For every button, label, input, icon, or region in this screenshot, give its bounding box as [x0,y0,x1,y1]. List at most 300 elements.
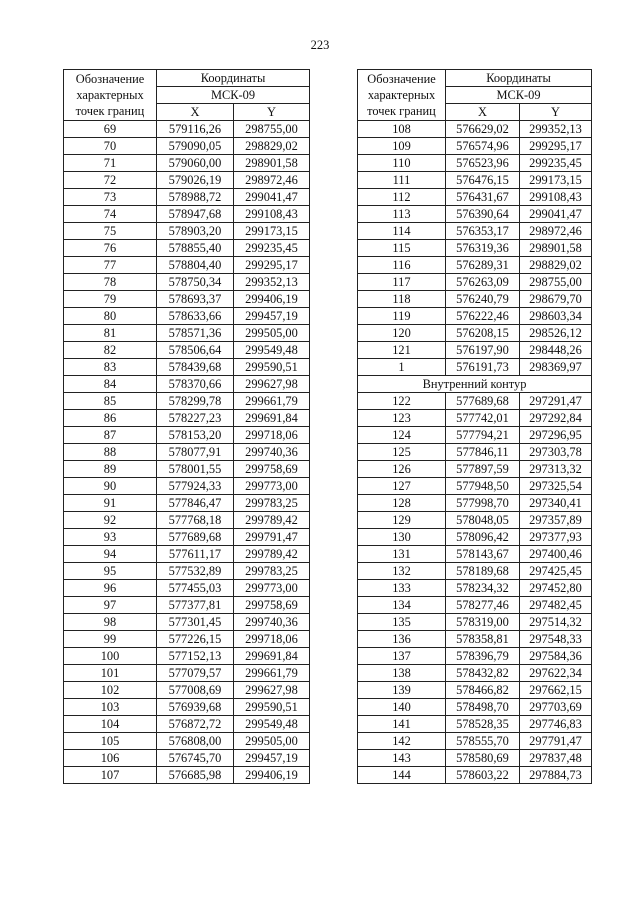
section-row [358,376,592,393]
x-coordinate-cell: 579090,05 [157,138,234,155]
point-id-cell: 103 [64,699,157,716]
point-id-cell: 136 [358,631,446,648]
table-row [358,767,592,784]
x-coordinate-cell: 578855,40 [157,240,234,257]
table-row [64,716,310,733]
y-coordinate-cell: 299789,42 [234,546,310,563]
y-coordinate-cell: 297514,32 [520,614,592,631]
table-row [358,410,592,427]
table-row [358,750,592,767]
y-coordinate-cell: 298526,12 [520,325,592,342]
table-row [358,138,592,155]
x-coordinate-cell: 576319,36 [446,240,520,257]
x-coordinate-cell: 578804,40 [157,257,234,274]
table-row [358,699,592,716]
point-id-cell: 125 [358,444,446,461]
x-coordinate-cell: 576222,46 [446,308,520,325]
x-coordinate-cell: 576390,64 [446,206,520,223]
y-coordinate-cell: 297703,69 [520,699,592,716]
point-id-cell: 119 [358,308,446,325]
table-row [64,631,310,648]
table-row [64,240,310,257]
y-coordinate-cell: 299691,84 [234,410,310,427]
x-coordinate-cell: 576808,00 [157,733,234,750]
table-row [64,512,310,529]
table-row [64,291,310,308]
point-id-cell: 104 [64,716,157,733]
point-id-cell: 85 [64,393,157,410]
y-coordinate-cell: 299590,51 [234,359,310,376]
page-number: 223 [310,38,330,52]
table-row [358,529,592,546]
table-row [358,614,592,631]
point-id-cell: 110 [358,155,446,172]
col-y-header: Y [520,104,592,121]
table-row [358,512,592,529]
x-coordinate-cell: 576939,68 [157,699,234,716]
x-coordinate-cell: 578750,34 [157,274,234,291]
table-row [64,172,310,189]
point-label-line: Обозначение [367,72,436,86]
y-coordinate-cell: 299773,00 [234,478,310,495]
point-id-cell: 129 [358,512,446,529]
point-id-cell: 117 [358,274,446,291]
y-coordinate-cell: 298755,00 [234,121,310,138]
point-id-cell: 106 [64,750,157,767]
x-coordinate-cell: 578466,82 [446,682,520,699]
point-id-cell: 141 [358,716,446,733]
y-coordinate-cell: 299718,06 [234,427,310,444]
point-id-cell: 105 [64,733,157,750]
point-id-cell: 111 [358,172,446,189]
point-id-cell: 70 [64,138,157,155]
x-coordinate-cell: 577846,11 [446,444,520,461]
y-coordinate-cell: 299758,69 [234,597,310,614]
x-coordinate-cell: 577846,47 [157,495,234,512]
point-label-header [358,70,446,121]
point-id-cell: 118 [358,291,446,308]
table-row [358,342,592,359]
table-row [358,223,592,240]
table-row [64,614,310,631]
table-row [64,750,310,767]
coords-title-header: Координаты [446,70,592,87]
x-coordinate-cell: 578498,70 [446,699,520,716]
x-coordinate-cell: 576745,70 [157,750,234,767]
point-id-cell: 79 [64,291,157,308]
y-coordinate-cell: 299406,19 [234,767,310,784]
x-coordinate-cell: 576263,09 [446,274,520,291]
x-coordinate-cell: 578234,32 [446,580,520,597]
table-row [358,682,592,699]
y-coordinate-cell: 298603,34 [520,308,592,325]
table-row [358,240,592,257]
x-coordinate-cell: 576191,73 [446,359,520,376]
point-id-cell: 94 [64,546,157,563]
point-id-cell: 91 [64,495,157,512]
y-coordinate-cell: 299173,15 [234,223,310,240]
y-coordinate-cell: 297340,41 [520,495,592,512]
point-id-cell: 74 [64,206,157,223]
y-coordinate-cell: 299549,48 [234,716,310,733]
table-row [64,733,310,750]
table-row [358,274,592,291]
table-row [64,410,310,427]
table-row [358,325,592,342]
x-coordinate-cell: 577455,03 [157,580,234,597]
point-id-cell: 133 [358,580,446,597]
point-id-cell: 123 [358,410,446,427]
table-row [358,291,592,308]
x-coordinate-cell: 578571,36 [157,325,234,342]
y-coordinate-cell: 297425,45 [520,563,592,580]
point-id-cell: 76 [64,240,157,257]
y-coordinate-cell: 299295,17 [234,257,310,274]
y-coordinate-cell: 298448,26 [520,342,592,359]
x-coordinate-cell: 578947,68 [157,206,234,223]
x-coordinate-cell: 578903,20 [157,223,234,240]
x-coordinate-cell: 578319,00 [446,614,520,631]
x-coordinate-cell: 577611,17 [157,546,234,563]
y-coordinate-cell: 299661,79 [234,393,310,410]
x-coordinate-cell: 578189,68 [446,563,520,580]
x-coordinate-cell: 577924,33 [157,478,234,495]
y-coordinate-cell: 297482,45 [520,597,592,614]
point-id-cell: 88 [64,444,157,461]
table-row [64,138,310,155]
point-id-cell: 112 [358,189,446,206]
table-row [64,308,310,325]
table-row [64,155,310,172]
x-coordinate-cell: 578048,05 [446,512,520,529]
y-coordinate-cell: 299627,98 [234,682,310,699]
y-coordinate-cell: 297313,32 [520,461,592,478]
y-coordinate-cell: 297837,48 [520,750,592,767]
x-coordinate-cell: 578633,66 [157,308,234,325]
y-coordinate-cell: 299108,43 [234,206,310,223]
point-id-cell: 134 [358,597,446,614]
y-coordinate-cell: 299758,69 [234,461,310,478]
point-id-cell: 107 [64,767,157,784]
table-row [64,325,310,342]
y-coordinate-cell: 299041,47 [234,189,310,206]
x-coordinate-cell: 579116,26 [157,121,234,138]
table-row [64,342,310,359]
table-row [64,274,310,291]
point-label-header [64,70,157,121]
y-coordinate-cell: 299352,13 [520,121,592,138]
y-coordinate-cell: 299173,15 [520,172,592,189]
y-coordinate-cell: 298679,70 [520,291,592,308]
table-row [64,648,310,665]
y-coordinate-cell: 299108,43 [520,189,592,206]
x-coordinate-cell: 578439,68 [157,359,234,376]
x-coordinate-cell: 577301,45 [157,614,234,631]
point-id-cell: 78 [64,274,157,291]
point-id-cell: 143 [358,750,446,767]
table-row [358,546,592,563]
y-coordinate-cell: 297884,73 [520,767,592,784]
point-id-cell: 139 [358,682,446,699]
table-row [358,665,592,682]
point-id-cell: 82 [64,342,157,359]
point-id-cell: 72 [64,172,157,189]
x-coordinate-cell: 576353,17 [446,223,520,240]
x-coordinate-cell: 578153,20 [157,427,234,444]
table-row [358,393,592,410]
point-label-line: Обозначение [75,72,145,86]
point-id-cell: 89 [64,461,157,478]
point-id-cell: 86 [64,410,157,427]
y-coordinate-cell: 297662,15 [520,682,592,699]
table-row [64,478,310,495]
point-id-cell: 77 [64,257,157,274]
table-row [358,597,592,614]
point-id-cell: 80 [64,308,157,325]
point-id-cell: 1 [358,359,446,376]
x-coordinate-cell: 578528,35 [446,716,520,733]
table-row [64,529,310,546]
point-id-cell: 87 [64,427,157,444]
x-coordinate-cell: 578143,67 [446,546,520,563]
table-row [64,206,310,223]
point-id-cell: 128 [358,495,446,512]
y-coordinate-cell: 298369,97 [520,359,592,376]
point-id-cell: 101 [64,665,157,682]
x-coordinate-cell: 579026,19 [157,172,234,189]
table-row [64,427,310,444]
y-coordinate-cell: 299235,45 [520,155,592,172]
y-coordinate-cell: 299041,47 [520,206,592,223]
x-coordinate-cell: 578077,91 [157,444,234,461]
x-coordinate-cell: 577008,69 [157,682,234,699]
x-coordinate-cell: 578370,66 [157,376,234,393]
table-row [64,495,310,512]
x-coordinate-cell: 578506,64 [157,342,234,359]
x-coordinate-cell: 578580,69 [446,750,520,767]
table-row [64,376,310,393]
y-coordinate-cell: 299590,51 [234,699,310,716]
table-row [64,257,310,274]
right-table-body [358,121,592,784]
x-coordinate-cell: 576629,02 [446,121,520,138]
point-id-cell: 108 [358,121,446,138]
y-coordinate-cell: 299661,79 [234,665,310,682]
x-coordinate-cell: 576872,72 [157,716,234,733]
x-coordinate-cell: 578227,23 [157,410,234,427]
table-row [358,206,592,223]
point-id-cell: 96 [64,580,157,597]
x-coordinate-cell: 578555,70 [446,733,520,750]
point-id-cell: 102 [64,682,157,699]
point-id-cell: 120 [358,325,446,342]
table-row [358,155,592,172]
point-id-cell: 84 [64,376,157,393]
point-id-cell: 83 [64,359,157,376]
point-id-cell: 122 [358,393,446,410]
x-coordinate-cell: 577079,57 [157,665,234,682]
y-coordinate-cell: 298972,46 [234,172,310,189]
y-coordinate-cell: 299718,06 [234,631,310,648]
x-coordinate-cell: 577152,13 [157,648,234,665]
x-coordinate-cell: 578603,22 [446,767,520,784]
point-id-cell: 131 [358,546,446,563]
table-row [358,461,592,478]
y-coordinate-cell: 299352,13 [234,274,310,291]
point-id-cell: 93 [64,529,157,546]
table-row [64,563,310,580]
table-row [358,631,592,648]
point-id-cell: 100 [64,648,157,665]
point-id-cell: 95 [64,563,157,580]
x-coordinate-cell: 576289,31 [446,257,520,274]
y-coordinate-cell: 299549,48 [234,342,310,359]
y-coordinate-cell: 299457,19 [234,750,310,767]
table-row [358,733,592,750]
x-coordinate-cell: 578396,79 [446,648,520,665]
x-coordinate-cell: 578693,37 [157,291,234,308]
x-coordinate-cell: 577742,01 [446,410,520,427]
table-row [64,699,310,716]
table-row [358,478,592,495]
col-y-header: Y [234,104,310,121]
point-id-cell: 121 [358,342,446,359]
table-row [358,495,592,512]
point-label-line: характерных [76,88,144,102]
x-coordinate-cell: 578988,72 [157,189,234,206]
table-row [64,546,310,563]
table-row [64,461,310,478]
point-id-cell: 135 [358,614,446,631]
point-id-cell: 115 [358,240,446,257]
y-coordinate-cell: 297400,46 [520,546,592,563]
point-id-cell: 73 [64,189,157,206]
y-coordinate-cell: 297452,80 [520,580,592,597]
x-coordinate-cell: 576197,90 [446,342,520,359]
table-row [358,359,592,376]
point-id-cell: 92 [64,512,157,529]
left-coordinates-table [63,69,310,784]
x-coordinate-cell: 576574,96 [446,138,520,155]
point-id-cell: 71 [64,155,157,172]
table-row [64,580,310,597]
x-coordinate-cell: 576476,15 [446,172,520,189]
point-id-cell: 113 [358,206,446,223]
table-row [64,189,310,206]
table-row [64,597,310,614]
table-row [64,682,310,699]
point-id-cell: 98 [64,614,157,631]
table-row [64,665,310,682]
y-coordinate-cell: 297584,36 [520,648,592,665]
point-id-cell: 114 [358,223,446,240]
table-row [358,580,592,597]
x-coordinate-cell: 577768,18 [157,512,234,529]
y-coordinate-cell: 297746,83 [520,716,592,733]
y-coordinate-cell: 297303,78 [520,444,592,461]
x-coordinate-cell: 577897,59 [446,461,520,478]
point-id-cell: 140 [358,699,446,716]
y-coordinate-cell: 299740,36 [234,444,310,461]
table-row [64,223,310,240]
coords-title-header: Координаты [157,70,310,87]
x-coordinate-cell: 577377,81 [157,597,234,614]
point-id-cell: 144 [358,767,446,784]
x-coordinate-cell: 578277,46 [446,597,520,614]
right-coordinates-table [357,69,592,784]
y-coordinate-cell: 298755,00 [520,274,592,291]
table-row [358,648,592,665]
table-row [64,393,310,410]
x-coordinate-cell: 579060,00 [157,155,234,172]
table-row [358,444,592,461]
y-coordinate-cell: 299789,42 [234,512,310,529]
point-id-cell: 137 [358,648,446,665]
point-id-cell: 81 [64,325,157,342]
point-id-cell: 130 [358,529,446,546]
y-coordinate-cell: 297377,93 [520,529,592,546]
x-coordinate-cell: 577226,15 [157,631,234,648]
x-coordinate-cell: 578358,81 [446,631,520,648]
y-coordinate-cell: 297357,89 [520,512,592,529]
coords-system-header: МСК-09 [157,87,310,104]
x-coordinate-cell: 578096,42 [446,529,520,546]
y-coordinate-cell: 297292,84 [520,410,592,427]
y-coordinate-cell: 298901,58 [234,155,310,172]
point-id-cell: 124 [358,427,446,444]
coords-system-header: МСК-09 [446,87,592,104]
x-coordinate-cell: 577794,21 [446,427,520,444]
col-x-header: X [157,104,234,121]
point-id-cell: 132 [358,563,446,580]
table-row [358,308,592,325]
col-x-header: X [446,104,520,121]
y-coordinate-cell: 299783,25 [234,495,310,512]
x-coordinate-cell: 577948,50 [446,478,520,495]
y-coordinate-cell: 297296,95 [520,427,592,444]
y-coordinate-cell: 299406,19 [234,291,310,308]
y-coordinate-cell: 298829,02 [520,257,592,274]
y-coordinate-cell: 299627,98 [234,376,310,393]
point-id-cell: 75 [64,223,157,240]
table-row [64,359,310,376]
point-id-cell: 99 [64,631,157,648]
y-coordinate-cell: 299457,19 [234,308,310,325]
y-coordinate-cell: 297791,47 [520,733,592,750]
point-id-cell: 127 [358,478,446,495]
x-coordinate-cell: 578432,82 [446,665,520,682]
y-coordinate-cell: 299295,17 [520,138,592,155]
point-id-cell: 126 [358,461,446,478]
y-coordinate-cell: 298901,58 [520,240,592,257]
y-coordinate-cell: 298972,46 [520,223,592,240]
point-id-cell: 109 [358,138,446,155]
point-id-cell: 116 [358,257,446,274]
y-coordinate-cell: 299235,45 [234,240,310,257]
table-row [358,121,592,138]
y-coordinate-cell: 299791,47 [234,529,310,546]
y-coordinate-cell: 299740,36 [234,614,310,631]
x-coordinate-cell: 576523,96 [446,155,520,172]
section-label: Внутренний контур [358,376,592,393]
point-id-cell: 97 [64,597,157,614]
x-coordinate-cell: 576431,67 [446,189,520,206]
point-label-line: характерных [367,88,436,102]
y-coordinate-cell: 299773,00 [234,580,310,597]
x-coordinate-cell: 578001,55 [157,461,234,478]
x-coordinate-cell: 576240,79 [446,291,520,308]
table-row [358,257,592,274]
